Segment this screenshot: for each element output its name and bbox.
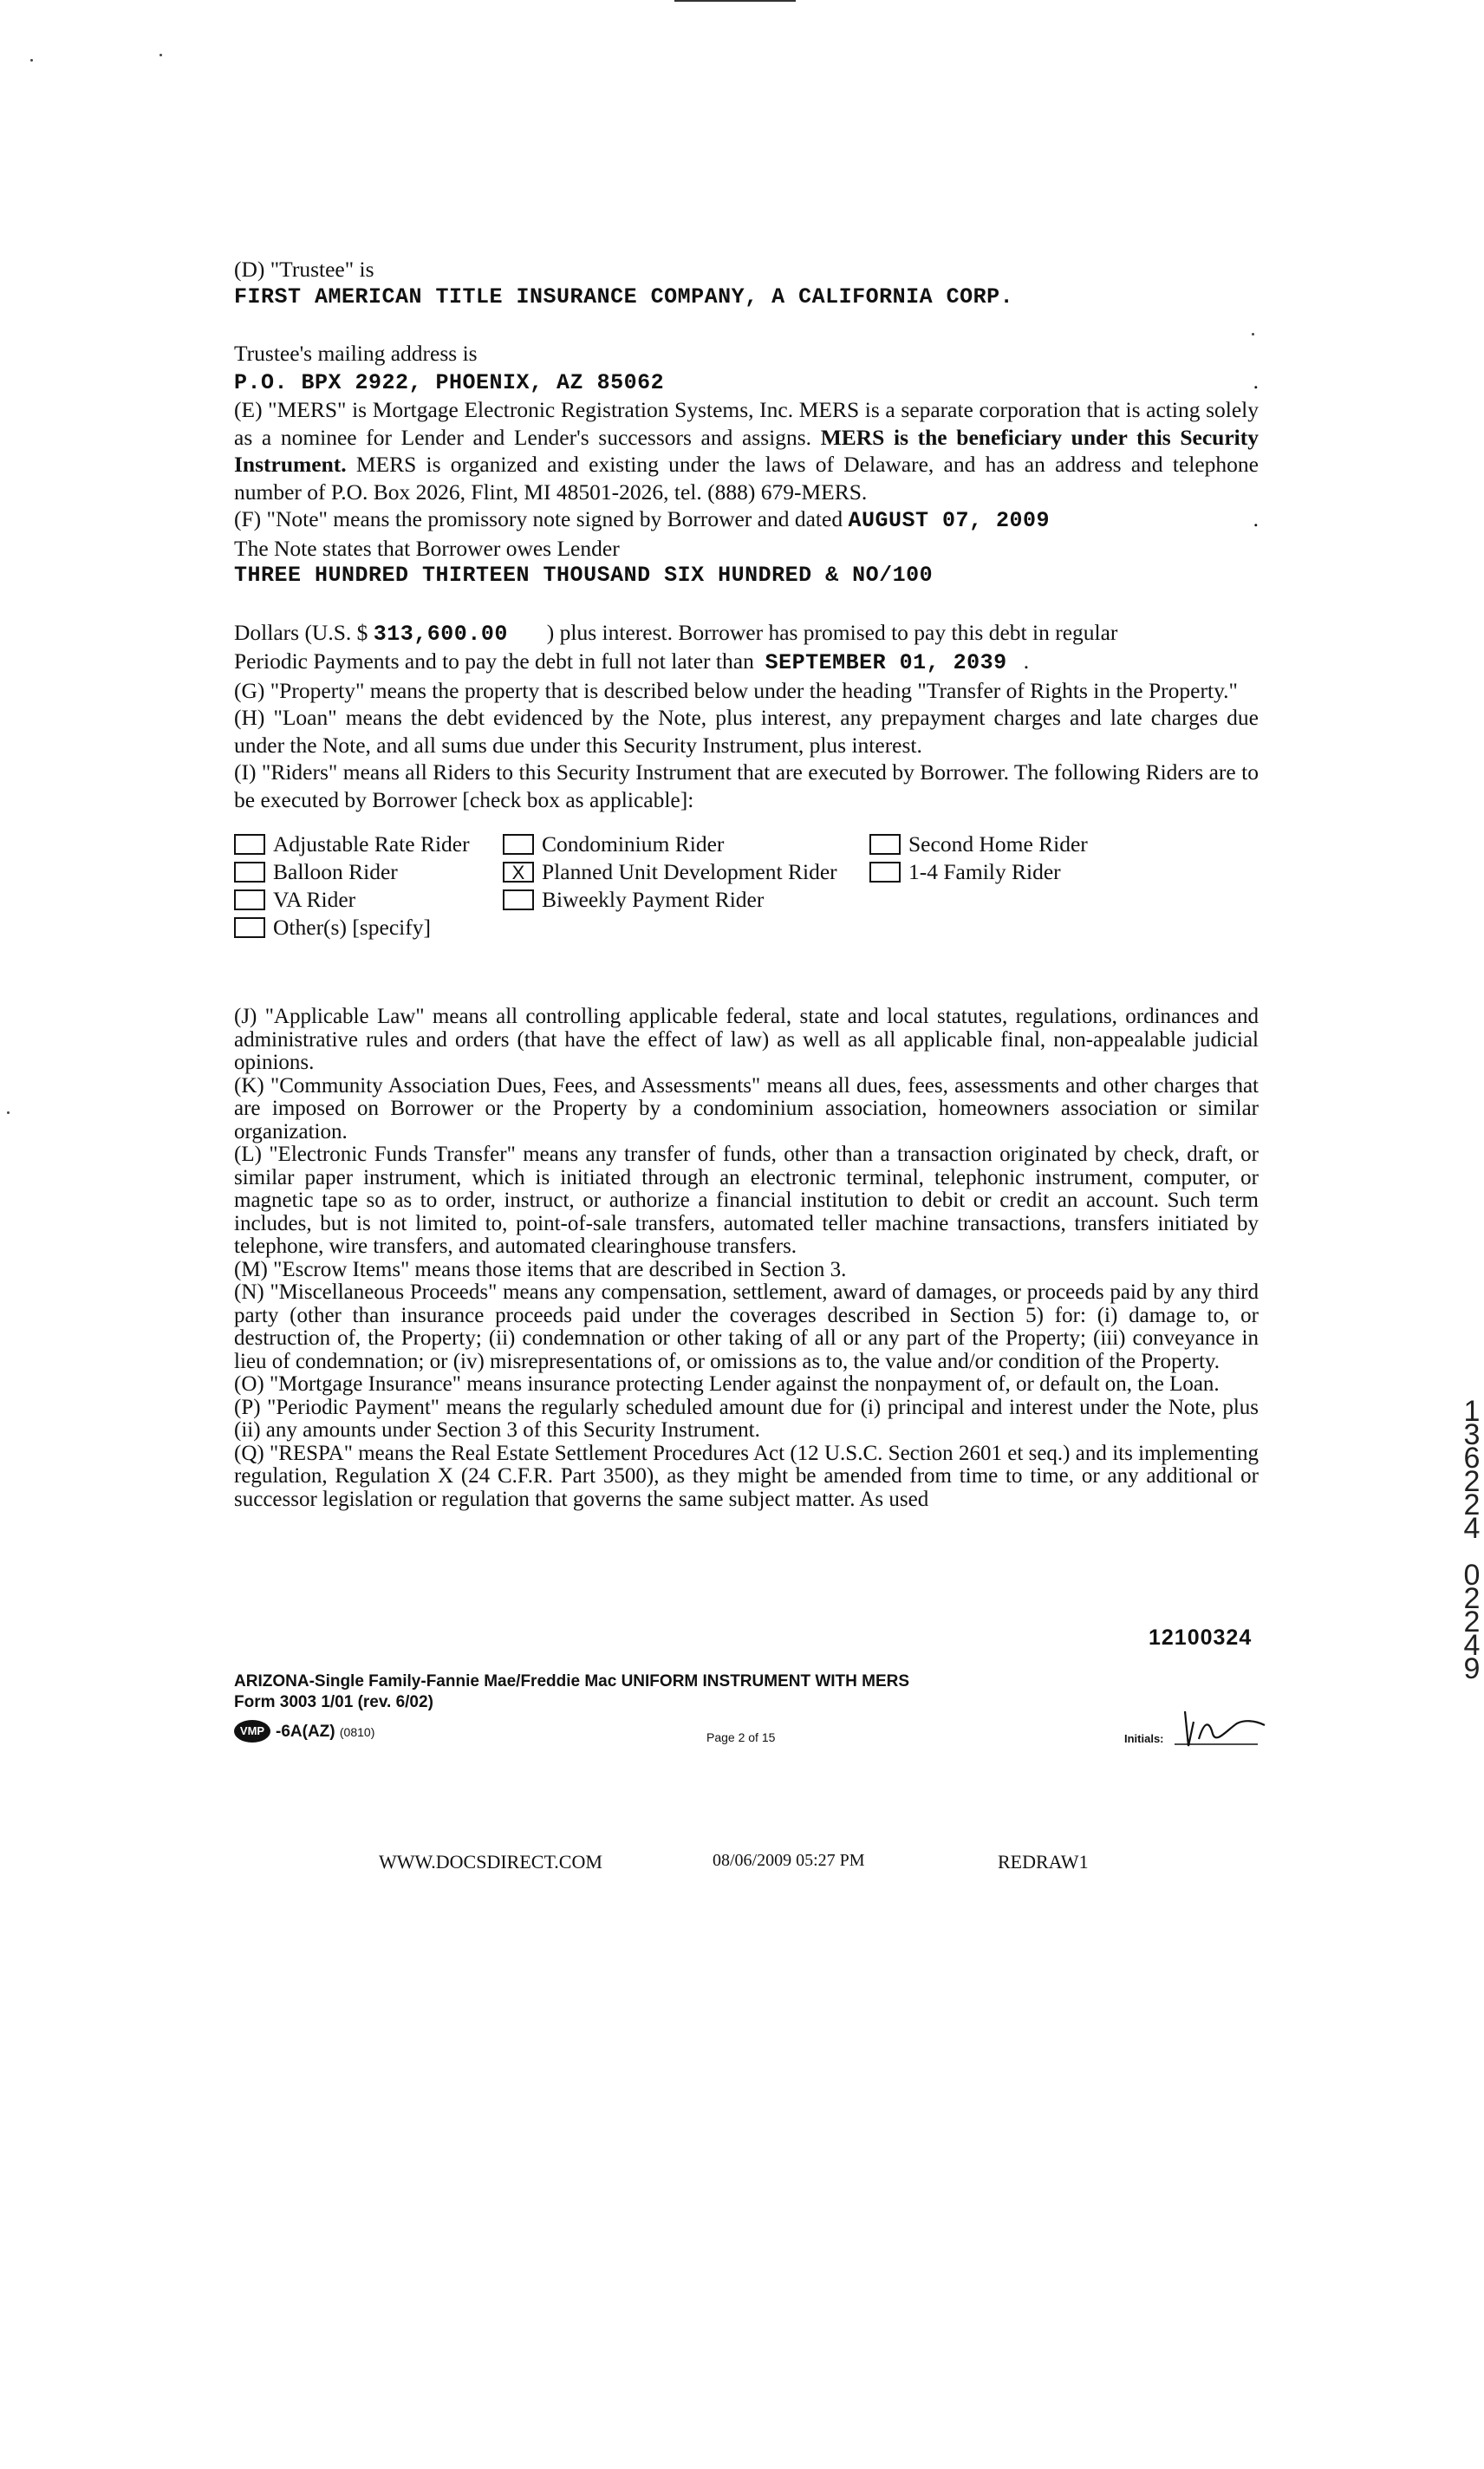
section-m: (M) "Escrow Items" means those items that are described in Section 3.	[234, 1257, 847, 1281]
loan-amount: 313,600.00	[373, 621, 508, 647]
page-number: Page 2 of 15	[706, 1730, 776, 1744]
rider-checkbox[interactable]	[503, 834, 534, 855]
section-d-label: (D) "Trustee" is	[234, 257, 374, 282]
section-e-text-2: MERS is organized and existing under the laws of Delaware, and has an address and telephone number of P.O. Box 2026, Flint, MI 48501-2026, tel. (888) 679-MERS.	[234, 452, 1259, 505]
rider-checkbox[interactable]	[234, 862, 265, 883]
top-rule	[674, 0, 796, 2]
dollars-prefix: Dollars (U.S. $	[234, 619, 368, 645]
section-h: (H) "Loan" means the debt evidenced by the Note, plus interest, any prepayment charges and late charges due under the Note, and all sums due under this Security Instrument, plus interest.	[234, 705, 1259, 758]
rider-label: Adjustable Rate Rider	[273, 831, 470, 857]
rider-checkbox[interactable]	[503, 889, 534, 910]
initials-signature-icon	[1175, 1704, 1270, 1756]
form-title-rest: -Single Family-Fannie Mae/Freddie Mac UNIFORM INSTRUMENT WITH MERS	[309, 1672, 910, 1691]
vmp-logo-icon: VMP	[234, 1720, 270, 1743]
rider-planned-unit-development[interactable]	[503, 858, 837, 886]
section-j: (J) "Applicable Law" means all controlling applicable federal, state and local statutes, regulations, ordinances and administrative rules and orders (that have the effect of law) as well as all applicable final, non-appealable judicial opinions.	[234, 1005, 1259, 1074]
form-state: ARIZONA	[234, 1672, 309, 1691]
rider-checkbox[interactable]	[869, 862, 901, 883]
section-k: (K) "Community Association Dues, Fees, and Assessments" means all dues, fees, assessments and other charges that are imposed on Borrower or the Property by a condominium association, homeowners association or similar organization.	[234, 1073, 1259, 1143]
note-owes-label: The Note states that Borrower owes Lender	[234, 535, 620, 561]
document-body	[234, 256, 1259, 1511]
rider-va[interactable]	[234, 886, 355, 914]
scan-speck	[159, 54, 162, 56]
vmp-version: (0810)	[339, 1725, 375, 1739]
section-e-bold: MERS is the beneficiary under this Security Instrument.	[234, 424, 1259, 477]
rider-balloon[interactable]	[234, 858, 398, 886]
rider-label: Balloon Rider	[273, 859, 398, 884]
section-f-label: (F) "Note" means the promissory note signed by Borrower and dated	[234, 506, 843, 531]
stamp-digit: 1	[1463, 1395, 1481, 1428]
periodic-payments-text: Periodic Payments and to pay the debt in full not later than	[234, 648, 754, 674]
section-e-text: (E) "MERS" is Mortgage Electronic Registration Systems, Inc. MERS is a separate corporation that is acting solely as a nominee for Lender and Lender's successors and assigns.	[234, 397, 1259, 450]
riders-checklist	[234, 831, 1259, 952]
form-footer	[234, 1671, 1259, 1755]
stamp-digit: 4	[1463, 1512, 1481, 1545]
rider-condominium[interactable]	[503, 831, 724, 858]
rider-label: Second Home Rider	[908, 831, 1088, 857]
vmp-form-code	[276, 1722, 374, 1743]
footer-timestamp: 08/06/2009 05:27 PM	[713, 1851, 865, 1870]
form-number: Form 3003 1/01 (rev. 6/02)	[234, 1693, 433, 1711]
maturity-date: SEPTEMBER 01, 2039	[765, 650, 1007, 675]
rider-label: Other(s) [specify]	[273, 915, 431, 940]
rider-label: Condominium Rider	[542, 831, 725, 857]
rider-adjustable-rate[interactable]	[234, 831, 470, 858]
section-e	[234, 396, 1259, 505]
section-o: (O) "Mortgage Insurance" means insurance protecting Lender against the nonpayment of, or default on, the Loan.	[234, 1372, 1220, 1396]
stamp-digit: 9	[1463, 1652, 1481, 1685]
section-l: (L) "Electronic Funds Transfer" means any transfer of funds, other than a transaction originated by check, draft, or similar paper instrument, which is initiated through an electronic terminal, telephonic instrument, computer, or magnetic tape so as to order, instruct, or authorize a financial institution to debit or credit an account. Such term includes, but is not limited to, point-of-sale transfers, automated teller machine transactions, transfers initiated by telephone, wire transfers, and automated clearinghouse transfers.	[234, 1143, 1259, 1258]
stamp-digit: 4	[1463, 1629, 1481, 1662]
address-dot: .	[1253, 368, 1259, 394]
loan-number: 12100324	[1149, 1625, 1253, 1650]
vmp-code-text: -6A(AZ)	[276, 1723, 335, 1741]
footer-code: REDRAW1	[998, 1851, 1089, 1873]
rider-second-home[interactable]	[869, 831, 1088, 858]
note-date-dot: .	[1253, 506, 1259, 531]
stamp-digit: 2	[1463, 1582, 1481, 1615]
dollars-suffix: ) plus interest. Borrower has promised to pay this debt in regular	[546, 619, 1118, 645]
trustee-name: FIRST AMERICAN TITLE INSURANCE COMPANY, A CALIFORNIA CORP.	[234, 283, 1014, 309]
rider-checkbox[interactable]	[869, 834, 901, 855]
section-i: (I) "Riders" means all Riders to this Security Instrument that are executed by Borrower. The following Riders are to be executed by Borrower [check box as applicable]:	[234, 759, 1259, 812]
initials-label: Initials:	[1124, 1732, 1164, 1745]
stamp-digit: 0	[1463, 1559, 1481, 1592]
rider-checkbox[interactable]	[234, 889, 265, 910]
note-date: AUGUST 07, 2009	[848, 508, 1051, 533]
initials-field[interactable]	[1124, 1717, 1280, 1755]
rider-1-4-family[interactable]	[869, 858, 1061, 886]
rider-label: 1-4 Family Rider	[908, 859, 1061, 884]
section-p: (P) "Periodic Payment" means the regularly scheduled amount due for (i) principal and interest under the Note, plus (ii) any amounts under Section 3 of this Security Instrument.	[234, 1395, 1259, 1442]
side-recording-stamp	[1459, 1395, 1484, 1685]
rider-checkbox[interactable]	[234, 834, 265, 855]
stamp-digit: 2	[1463, 1489, 1481, 1521]
section-q: (Q) "RESPA" means the Real Estate Settlement Procedures Act (12 U.S.C. Section 2601 et seq.) and its implementing regulation, Regulation X (24 C.F.R. Part 3500), as they might be amended from time to time, or any additional or successor legislation or regulation that governs the same subject matter. As used	[234, 1441, 1259, 1511]
form-title	[234, 1671, 1259, 1692]
rider-label: Planned Unit Development Rider	[542, 859, 837, 884]
footer-website: WWW.DOCSDIRECT.COM	[379, 1851, 602, 1873]
rider-biweekly-payment[interactable]	[503, 886, 764, 914]
rider-checkbox[interactable]	[234, 917, 265, 938]
maturity-dot: .	[1023, 648, 1030, 674]
stamp-digit: 2	[1463, 1606, 1481, 1638]
trustee-mailing-address: P.O. BPX 2922, PHOENIX, AZ 85062	[234, 369, 665, 395]
rider-other[interactable]	[234, 914, 431, 941]
scan-speck	[7, 1111, 10, 1114]
section-n: (N) "Miscellaneous Proceeds" means any compensation, settlement, award of damages, or proceeds paid by any third party (other than insurance proceeds paid under the coverages described in Section 5) for: (i) damage to, or destruction of, the Property; (ii) condemnation or other taking of all or any part of the Property; (iii) conveyance in lieu of condemnation; or (iv) misrepresentations of, or omissions as to, the value and/or condition of the Property.	[234, 1280, 1259, 1373]
section-g: (G) "Property" means the property that is described below under the heading "Transfer of Rights in the Property."	[234, 677, 1238, 703]
rider-checkbox[interactable]: X	[503, 862, 534, 883]
amount-in-words: THREE HUNDRED THIRTEEN THOUSAND SIX HUNDRED & NO/100	[234, 563, 934, 588]
stamp-digit: 3	[1463, 1418, 1481, 1451]
stamp-digit: 6	[1463, 1442, 1481, 1475]
trustee-mailing-label: Trustee's mailing address is	[234, 341, 478, 366]
stamp-digit: 2	[1463, 1465, 1481, 1498]
scan-speck	[30, 59, 33, 62]
rider-label: VA Rider	[273, 887, 356, 912]
rider-label: Biweekly Payment Rider	[542, 887, 765, 912]
